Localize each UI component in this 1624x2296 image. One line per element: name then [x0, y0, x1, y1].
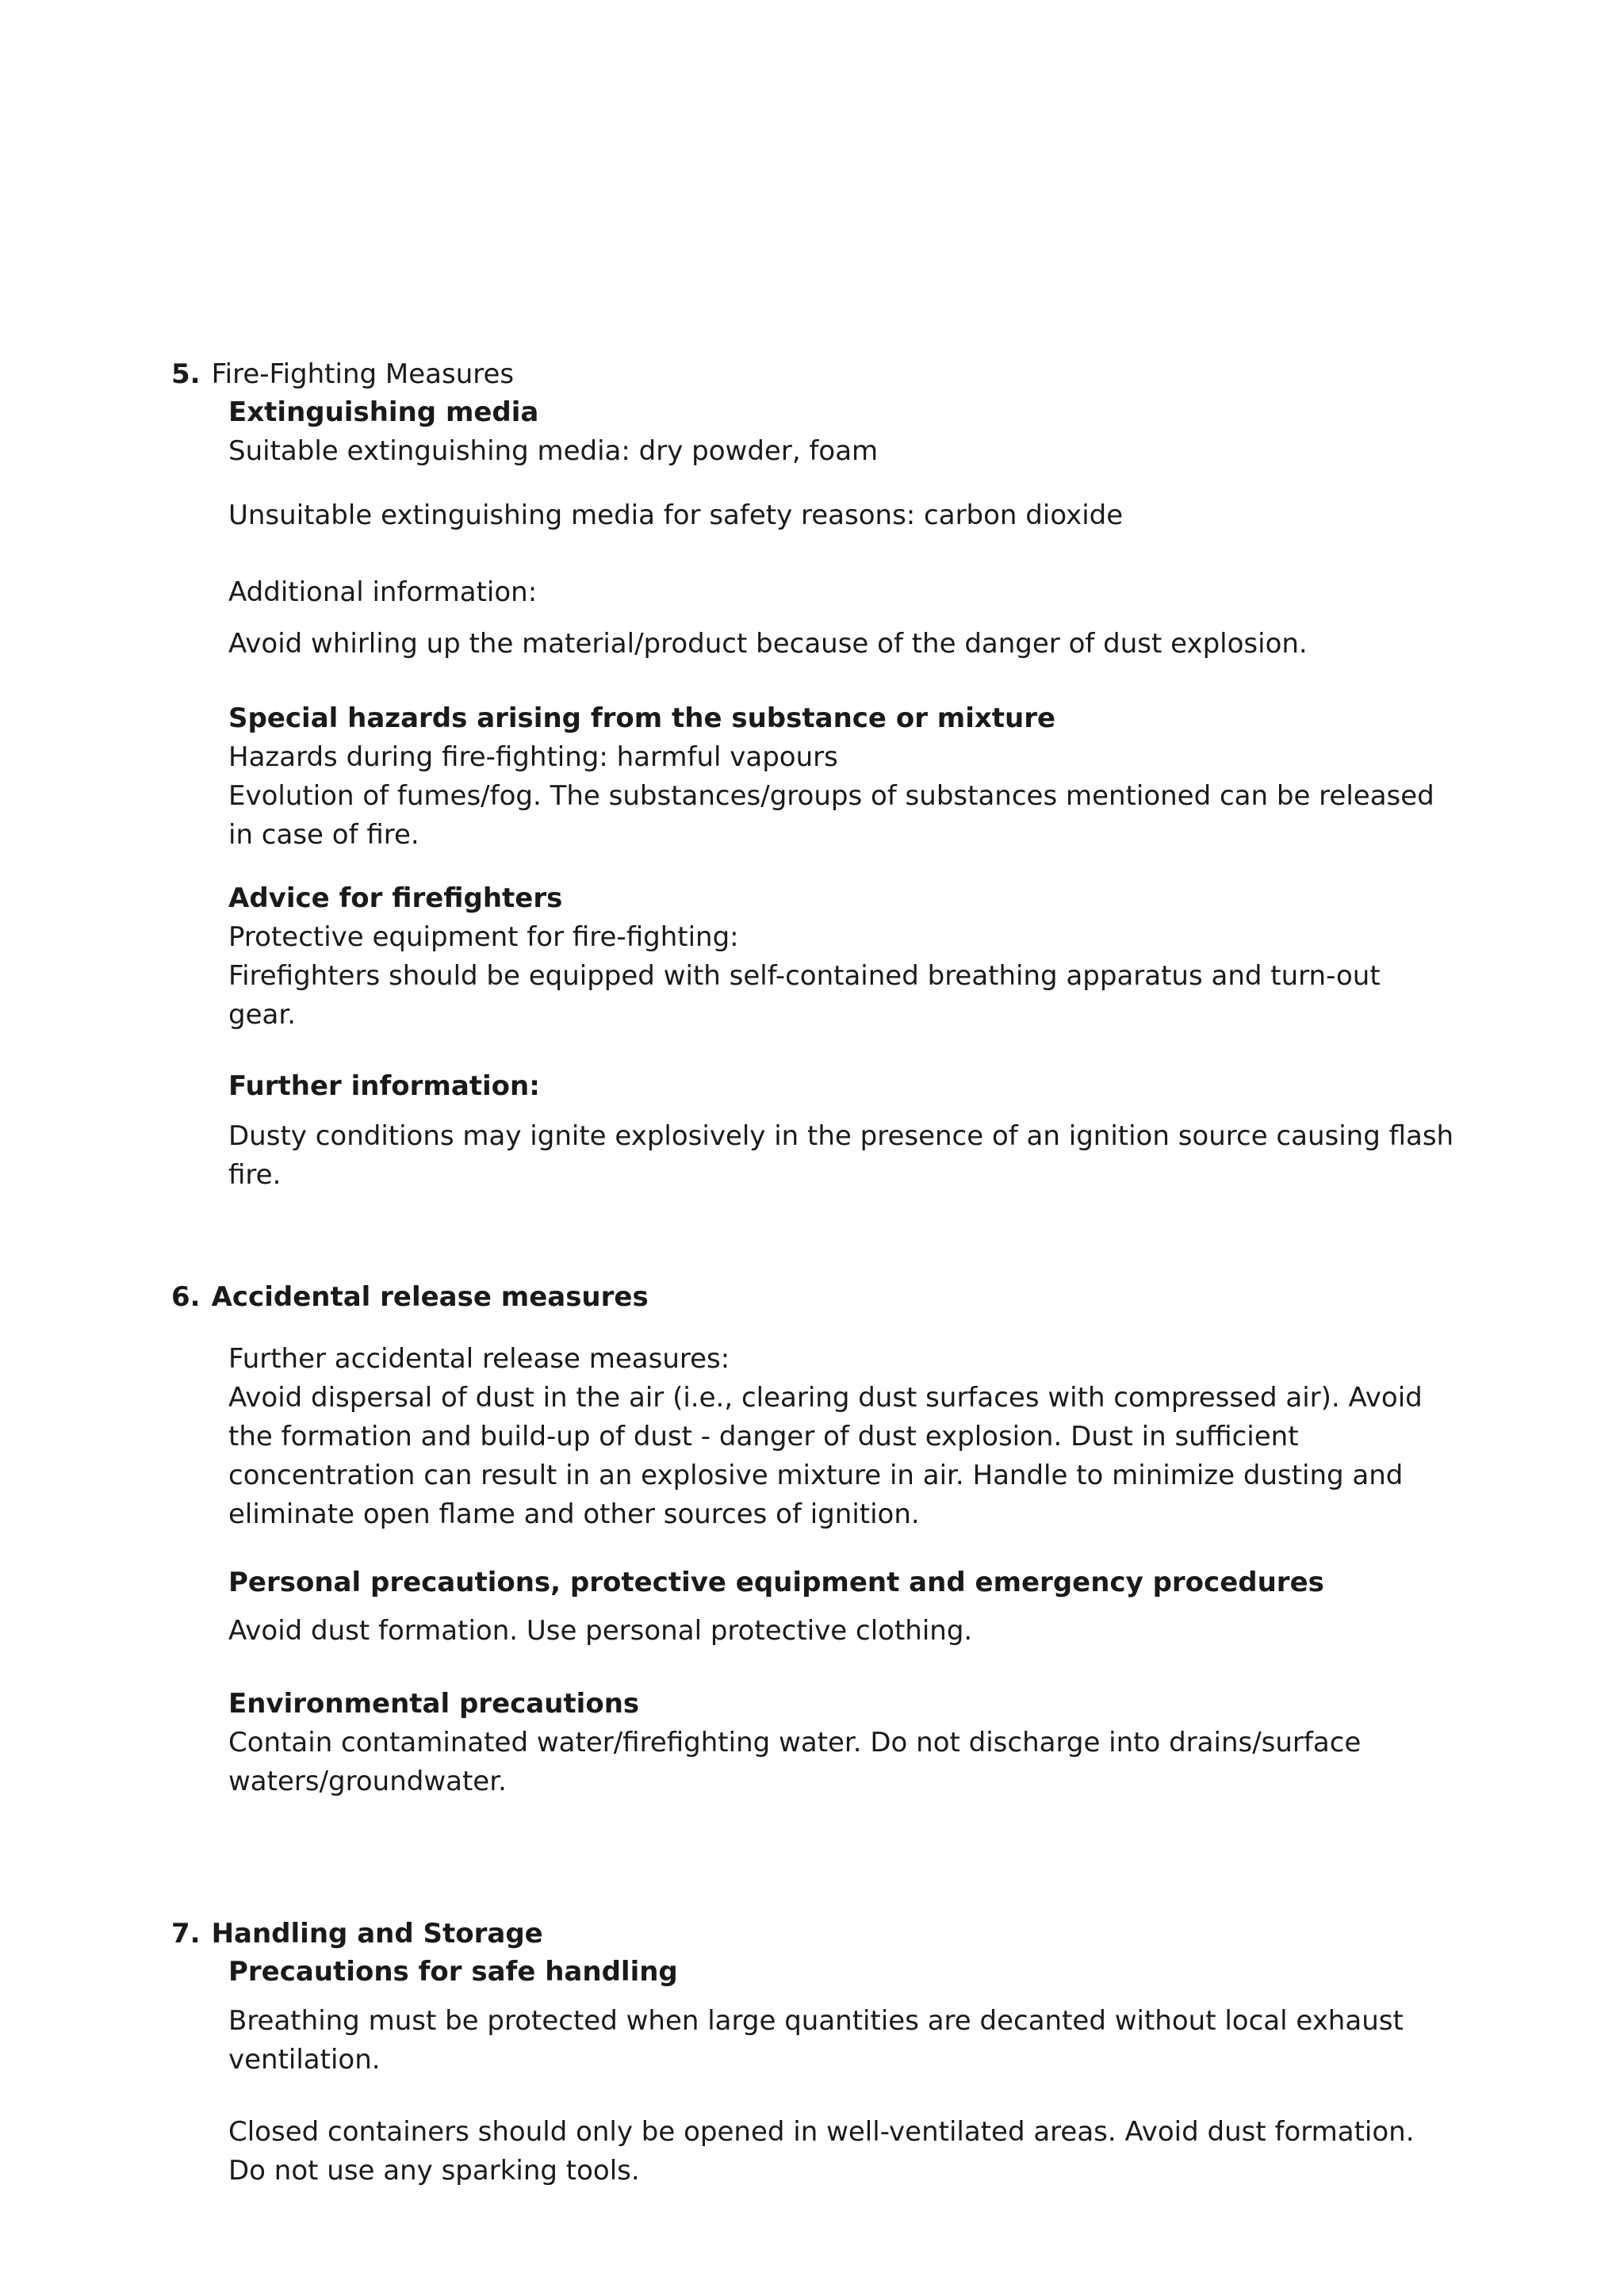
further-release-text: Avoid dispersal of dust in the air (i.e., clearing dust surfaces with compressed air). Avoid the formation and build-up of dust - danger of dust explosion. Dust in sufficient concentration can result in an explosive mixture in air. Handle to minimize dusting and eliminate open flame and other sources of ignition.: [228, 1382, 1423, 1530]
section-7-number: 7.: [171, 1918, 201, 1950]
section-5-body: [228, 393, 1456, 1195]
additional-info-label: Additional information:: [228, 576, 538, 608]
section-7-body: [228, 1953, 1456, 2191]
further-info-text: Dusty conditions may ignite explosively in the presence of an ignition source causing flash fire.: [228, 1120, 1454, 1191]
section-7-heading: [171, 1915, 1456, 1953]
safe-handling-text1: Breathing must be protected when large quantities are decanted without local exhaust ventilation.: [228, 2005, 1404, 2076]
safe-handling-text2: Closed containers should only be opened in well-ventilated areas. Avoid dust formation. Do not use any sparking tools.: [228, 2116, 1415, 2187]
section-5-title: Fire-Fighting Measures: [211, 358, 515, 390]
section-6-heading: [171, 1278, 1456, 1316]
advice-heading: Advice for firefighters: [228, 882, 563, 914]
section-7: [171, 1915, 1456, 2191]
advice-line2: Firefighters should be equipped with self-contained breathing apparatus and turn-out gear.: [228, 960, 1381, 1031]
safe-handling-heading: Precautions for safe handling: [228, 1956, 678, 1988]
personal-precautions-heading: Personal precautions, protective equipment and emergency procedures: [228, 1567, 1324, 1598]
further-info-heading: Further information:: [228, 1070, 540, 1102]
section-5-number: 5.: [171, 358, 201, 390]
section-5-heading: [171, 355, 1456, 393]
unsuitable-media-text: Unsuitable extinguishing media for safety reasons: carbon dioxide: [228, 499, 1124, 531]
section-6-body: [228, 1340, 1456, 1801]
special-hazards-heading: Special hazards arising from the substance or mixture: [228, 702, 1056, 734]
suitable-media-text: Suitable extinguishing media: dry powder, foam: [228, 435, 879, 467]
section-6-title: Accidental release measures: [211, 1281, 649, 1313]
special-hazards-line2: Evolution of fumes/fog. The substances/groups of substances mentioned can be released in case of fire.: [228, 780, 1434, 851]
extinguishing-media-heading: Extinguishing media: [228, 396, 539, 428]
environmental-precautions-heading: Environmental precautions: [228, 1688, 640, 1720]
further-release-label: Further accidental release measures:: [228, 1343, 730, 1375]
section-6-number: 6.: [171, 1281, 201, 1313]
advice-line1: Protective equipment for fire-fighting:: [228, 921, 739, 953]
section-6: [171, 1278, 1456, 1801]
personal-precautions-text: Avoid dust formation. Use personal protective clothing.: [228, 1615, 973, 1647]
special-hazards-line1: Hazards during fire-fighting: harmful vapours: [228, 741, 838, 773]
environmental-precautions-text: Contain contaminated water/firefighting water. Do not discharge into drains/surface waters/groundwater.: [228, 1727, 1362, 1797]
additional-info-text: Avoid whirling up the material/product because of the danger of dust explosion.: [228, 628, 1308, 660]
section-5: [171, 355, 1456, 1195]
section-7-title: Handling and Storage: [211, 1918, 543, 1950]
